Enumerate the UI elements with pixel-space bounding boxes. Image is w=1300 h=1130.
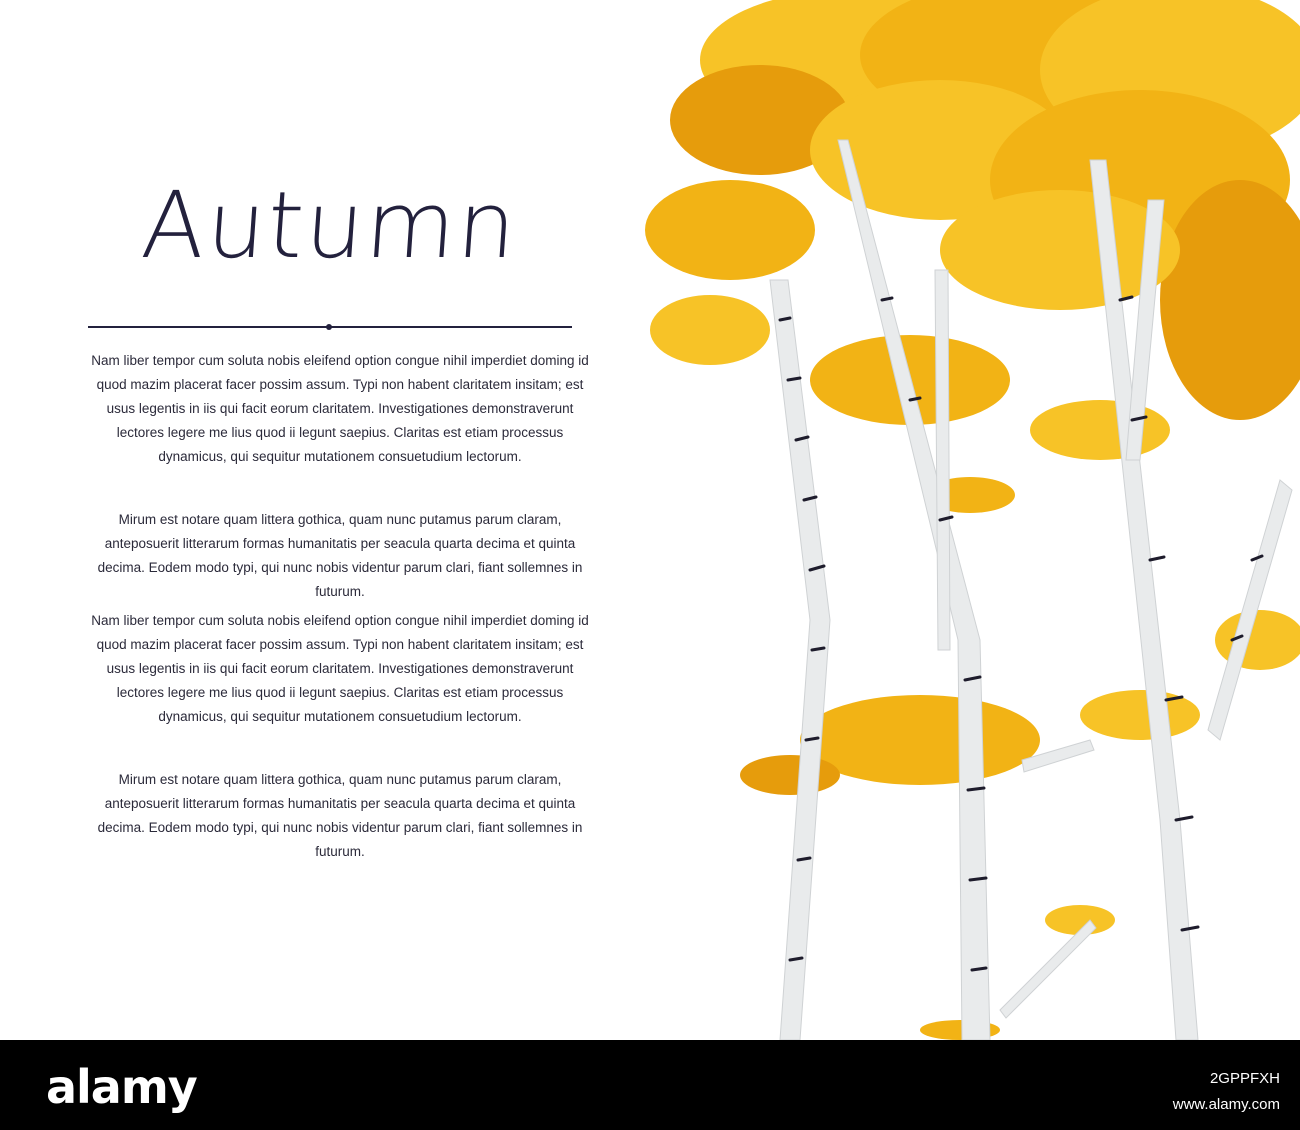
image-id: 2GPPFXH: [1209, 1070, 1280, 1087]
alamy-logo: alamy: [46, 1060, 197, 1114]
footer-url: www.alamy.com: [1172, 1096, 1280, 1113]
birch-trees-illustration: [620, 0, 1300, 1040]
body-paragraph-2: Mirum est notare quam littera gothica, quam nunc putamus parum claram, anteposuerit litterarum formas humanitatis per seacula quarta decima et quinta decima. Eodem modo typi, qui nunc nobis videntur parum clari, fiant sollemnes in futurum.: [97, 512, 583, 599]
watermark-footer: [0, 1040, 1300, 1130]
divider-dot: [326, 324, 332, 330]
body-paragraph-1: Nam liber tempor cum soluta nobis eleifend option congue nihil imperdiet doming id quod mazim placerat facer possim assum. Typi non habent claritatem insitam; est usus legentis in iis qui facit eorum claritatem. Investigationes demonstraverunt lectores legere me lius quod ii legunt saepius. Claritas est etiam processus dynamicus, qui sequitur mutationem consuetudium lectorum.: [91, 353, 589, 464]
body-paragraph-3: Nam liber tempor cum soluta nobis eleifend option congue nihil imperdiet doming id quod mazim placerat facer possim assum. Typi non habent claritatem insitam; est usus legentis in iis qui facit eorum claritatem. Investigationes demonstraverunt lectores legere me lius quod ii legunt saepius. Claritas est etiam processus dynamicus, qui sequitur mutationem consuetudium lectorum.: [91, 613, 589, 724]
body-paragraph-4: Mirum est notare quam littera gothica, quam nunc putamus parum claram, anteposuerit litterarum formas humanitatis per seacula quarta decima et quinta decima. Eodem modo typi, qui nunc nobis videntur parum clari, fiant sollemnes in futurum.: [97, 772, 583, 859]
poster-title: Autumn: [138, 172, 522, 279]
title-divider: [88, 326, 572, 328]
